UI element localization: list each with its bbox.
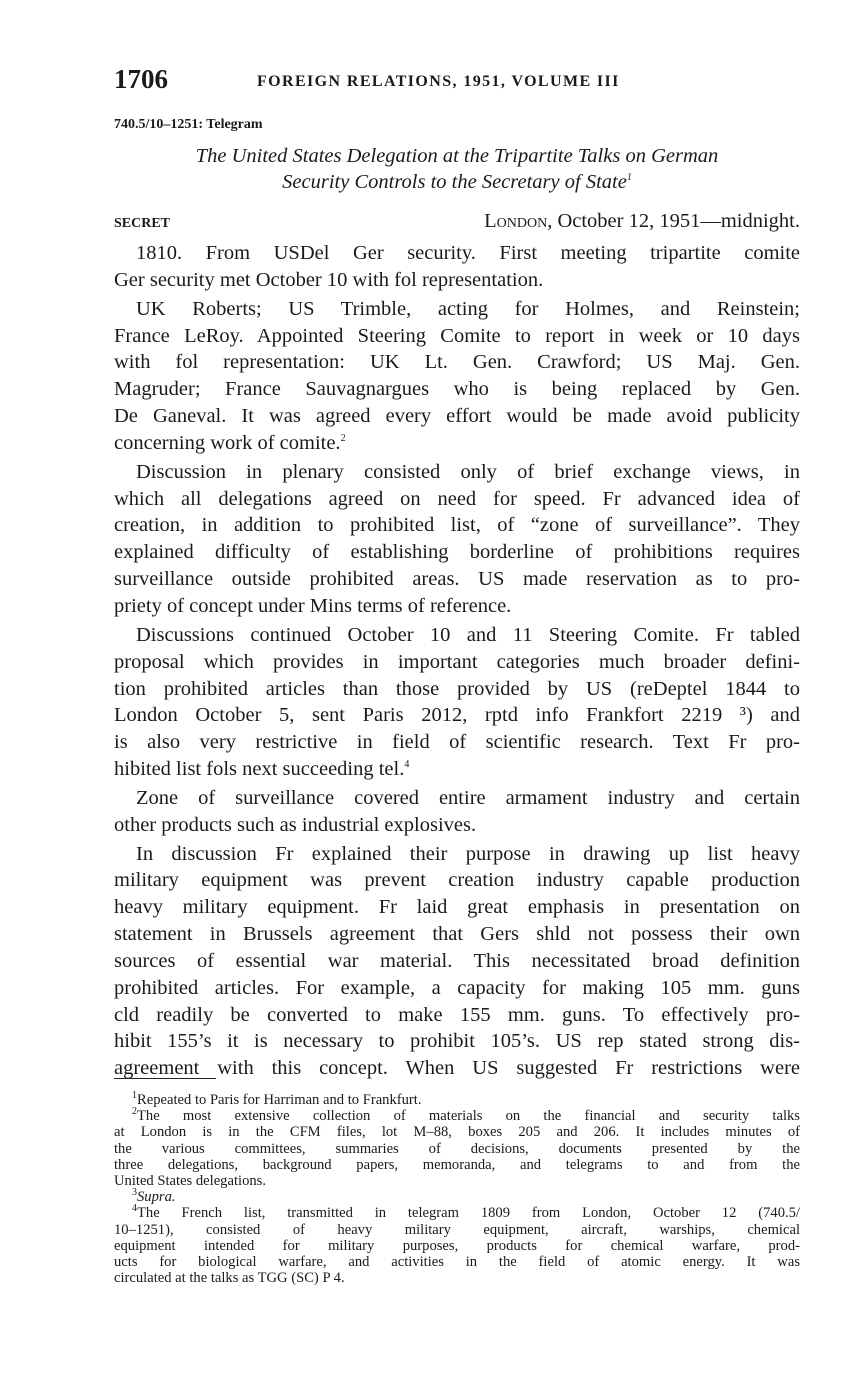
text-line — [114, 1002, 800, 1029]
text-line-content: London October 5, sent Paris 2012, rptd info Frankfort 2219 ³) and — [114, 704, 800, 727]
footnote-text: Repeated to Paris for Harriman and to Frankfurt. — [137, 1092, 422, 1108]
text-line — [114, 841, 800, 868]
footnote-ref: 2 — [340, 433, 346, 445]
text-line-content: tion prohibited articles than those provided by US (reDeptel 1844 to — [114, 677, 800, 700]
text-line — [114, 512, 800, 539]
paragraph — [114, 459, 800, 620]
telegram-body — [114, 240, 800, 1084]
footnote-marker: 1 — [132, 1090, 137, 1102]
text-line — [114, 867, 800, 894]
title-line: The United States Delegation at the Tripartite Talks on German — [195, 145, 719, 167]
text-line — [114, 948, 800, 975]
footnote-marker: 2 — [132, 1106, 137, 1118]
text-line — [114, 702, 800, 729]
date: , October 12, 1951—midnight. — [547, 210, 800, 232]
footnote-line — [114, 1189, 800, 1205]
text-line — [114, 349, 800, 376]
text-line-content: Discussions continued October 10 and 11 Steering Comite. Fr tabled — [136, 623, 800, 646]
text-line — [114, 894, 800, 921]
text-line-content: Magruder; France Sauvagnargues who is being replaced by Gen. — [114, 378, 800, 401]
place: London — [484, 210, 548, 232]
text-line-content: proposal which provides in important categories much broader defini- — [114, 650, 800, 673]
footnote-line — [114, 1222, 800, 1238]
footnote-line — [114, 1108, 800, 1124]
footnote-line — [114, 1092, 800, 1108]
text-line — [114, 323, 800, 350]
footnote-text: Supra. — [137, 1189, 176, 1206]
paragraph — [114, 296, 800, 457]
classification-label: SECRET — [114, 216, 171, 231]
text-line-content: hibit 155’s it is necessary to prohibit 105’s. US rep stated strong dis- — [114, 1030, 800, 1053]
footnote — [114, 1205, 800, 1286]
text-line-content: which all delegations agreed on need for speed. Fr advanced idea of — [114, 487, 800, 510]
text-line — [114, 593, 800, 620]
text-line — [114, 376, 800, 403]
footnote-line — [114, 1173, 800, 1189]
text-line — [114, 459, 800, 486]
footnote-line — [114, 1238, 800, 1254]
paragraph — [114, 785, 800, 839]
footnote-ref: 1 — [626, 172, 632, 184]
text-line-content: UK Roberts; US Trimble, acting for Holmes, and Reinstein; — [136, 297, 800, 320]
text-line-content: Ger security met October 10 with fol representation. — [114, 268, 544, 291]
text-line-content: surveillance outside prohibited areas. US made reservation as to pro- — [114, 568, 800, 591]
page-number: 1706 — [114, 64, 168, 94]
text-line-content: heavy military equipment. Fr laid great emphasis in presentation on — [114, 896, 800, 919]
footnote-line — [114, 1157, 800, 1173]
text-line-content: is also very restrictive in field of scientific research. Text Fr pro- — [114, 731, 800, 754]
text-line-content: hibited list fols next succeeding tel. — [114, 758, 405, 781]
text-line-content: sources of essential war material. This necessitated broad definition — [114, 949, 800, 972]
footnote-line — [114, 1124, 800, 1140]
text-line — [114, 539, 800, 566]
footnote-text: equipment intended for military purposes, products for chemical warfare, prod- — [114, 1237, 800, 1254]
text-line — [114, 975, 800, 1002]
text-line-content: Discussion in plenary consisted only of brief exchange views, in — [136, 460, 800, 483]
text-line — [114, 566, 800, 593]
text-line — [114, 921, 800, 948]
text-line — [114, 756, 800, 783]
text-line-content: priety of concept under Mins terms of reference. — [114, 594, 512, 617]
text-line — [114, 486, 800, 513]
footnote-text: United States delegations. — [114, 1173, 266, 1190]
file-reference: 740.5/10–1251: Telegram — [114, 117, 263, 132]
paragraph — [114, 841, 800, 1083]
text-line-content: France LeRoy. Appointed Steering Comite to report in week or 10 days — [114, 324, 800, 347]
text-line-content: concerning work of comite. — [114, 431, 341, 454]
text-line — [114, 622, 800, 649]
footnote-rule — [114, 1078, 216, 1079]
text-line-content: with fol representation: UK Lt. Gen. Crawford; US Maj. Gen. — [114, 351, 800, 374]
footnote-text: three delegations, background papers, memoranda, and telegrams to and from the — [114, 1156, 800, 1173]
footnote-line — [114, 1254, 800, 1270]
paragraph — [114, 622, 800, 783]
footnotes — [114, 1092, 800, 1286]
footnote — [114, 1189, 800, 1205]
footnote-line — [114, 1205, 800, 1221]
text-line-content: creation, in addition to prohibited list, of “zone of surveillance”. They — [114, 514, 800, 537]
text-line-content: other products such as industrial explosives. — [114, 813, 477, 836]
text-line — [114, 296, 800, 323]
footnote-text: circulated at the talks as TGG (SC) P 4. — [114, 1270, 345, 1287]
text-line-content: Zone of surveillance covered entire armament industry and certain — [136, 786, 800, 809]
text-line — [114, 1055, 800, 1082]
paragraph — [114, 240, 800, 294]
text-line — [114, 430, 800, 457]
text-line-content: cld readily be converted to make 155 mm. guns. To effectively pro- — [114, 1003, 800, 1026]
title-line — [114, 169, 800, 195]
running-head — [114, 64, 804, 100]
footnote-marker: 4 — [132, 1203, 137, 1215]
footnote-line — [114, 1141, 800, 1157]
footnote-text: at London is in the CFM files, lot M–88, boxes 205 and 206. It includes minutes of — [114, 1124, 800, 1141]
dateline — [114, 210, 800, 240]
place-date — [484, 210, 800, 233]
text-line-content: In discussion Fr explained their purpose in drawing up list heavy — [136, 842, 800, 865]
text-line — [114, 812, 800, 839]
text-line — [114, 240, 800, 267]
title-line-text: Security Controls to the Secretary of State — [282, 171, 627, 193]
text-line-content: statement in Brussels agreement that Gers shld not possess their own — [114, 923, 800, 946]
text-line — [114, 676, 800, 703]
text-line-content: military equipment was prevent creation industry capable production — [114, 869, 800, 892]
text-line — [114, 403, 800, 430]
footnote-text: ucts for biological warfare, and activities in the field of atomic energy. It was — [114, 1254, 800, 1271]
text-line — [114, 1028, 800, 1055]
text-line-content: De Ganeval. It was agreed every effort would be made avoid publicity — [114, 405, 800, 428]
text-line-content: agreement with this concept. When US suggested Fr restrictions were — [114, 1057, 800, 1080]
text-line-content: 1810. From USDel Ger security. First meeting tripartite comite — [136, 242, 800, 264]
text-line — [114, 267, 800, 294]
footnote-ref: 4 — [404, 759, 410, 771]
footnote — [114, 1092, 800, 1108]
footnote-marker: 3 — [132, 1187, 137, 1199]
footnote-text: The most extensive collection of materials on the financial and security talks — [137, 1108, 800, 1125]
text-line — [114, 649, 800, 676]
document-title — [114, 143, 800, 195]
footnote-line — [114, 1270, 800, 1286]
running-title: FOREIGN RELATIONS, 1951, VOLUME III — [257, 73, 620, 90]
footnote — [114, 1108, 800, 1189]
text-line — [114, 785, 800, 812]
text-line-content: explained difficulty of establishing borderline of prohibitions requires — [114, 541, 800, 564]
text-line — [114, 729, 800, 756]
text-line-content: prohibited articles. For example, a capacity for making 105 mm. guns — [114, 976, 800, 999]
footnote-text: 10–1251), consisted of heavy military equipment, aircraft, warships, chemical — [114, 1221, 800, 1238]
footnote-text: The French list, transmitted in telegram 1809 from London, October 12 (740.5/ — [137, 1205, 800, 1222]
footnote-text: the various committees, summaries of decisions, documents presented by the — [114, 1140, 800, 1157]
